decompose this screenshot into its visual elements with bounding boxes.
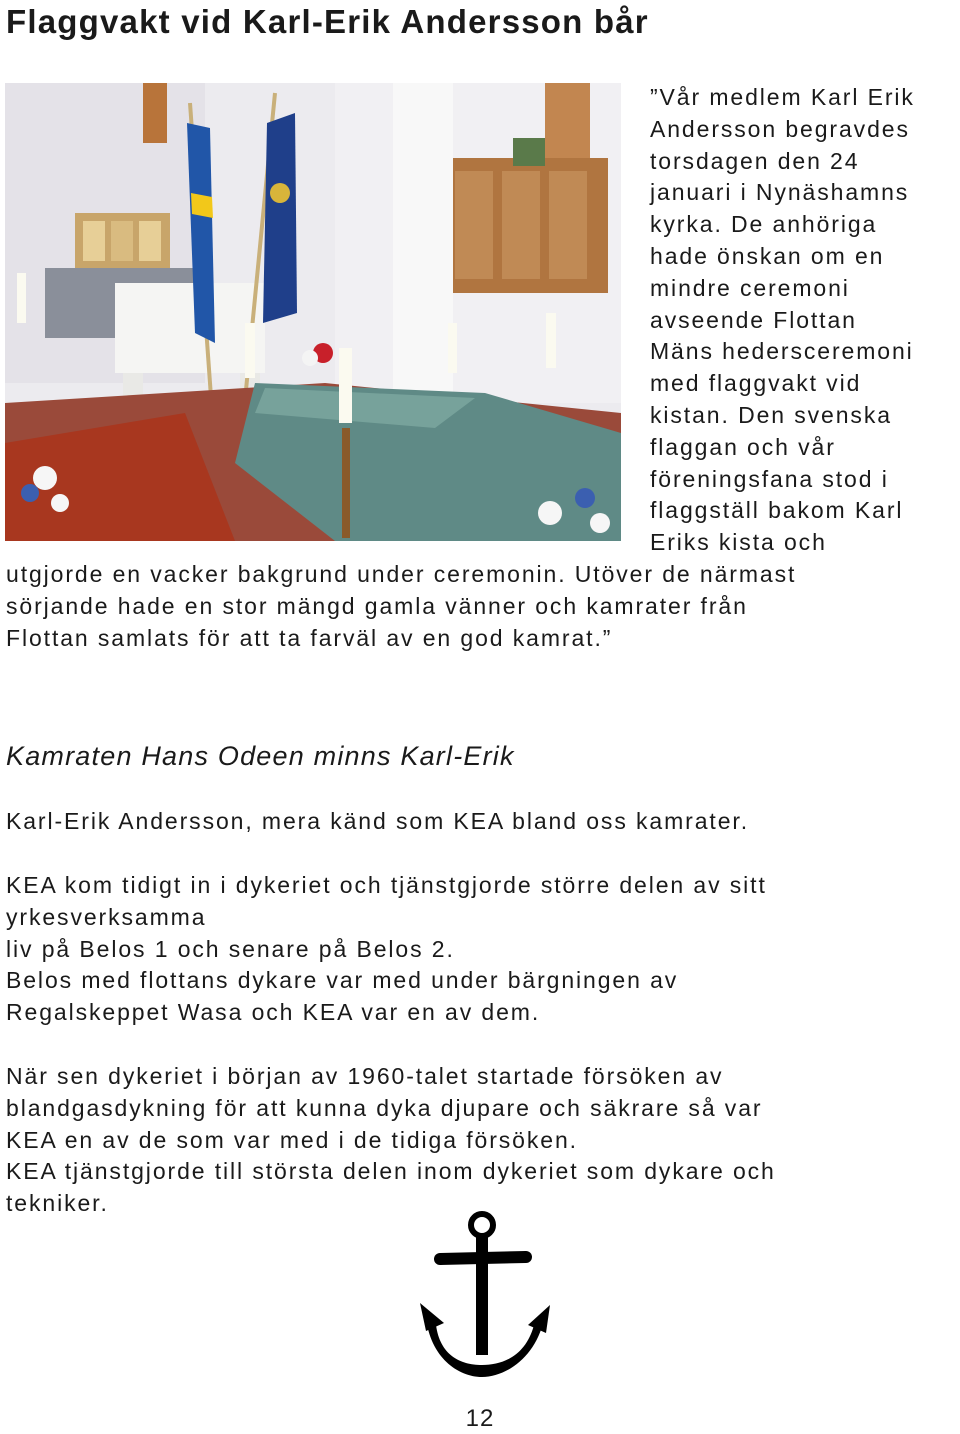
text-line: KEA kom tidigt in i dykeriet och tjänstgjorde större delen av sitt bbox=[6, 872, 767, 898]
paragraph bbox=[6, 1061, 776, 1220]
text-line: yrkesverksamma bbox=[6, 903, 207, 930]
text-line: Karl-Erik Andersson, mera känd som KEA bland oss kamrater. bbox=[6, 808, 749, 834]
section-heading: Kamraten Hans Odeen minns Karl-Erik bbox=[6, 741, 515, 771]
text-line: avseende Flottan bbox=[650, 306, 857, 333]
text-line: Mäns hedersceremoni bbox=[650, 338, 914, 365]
text-line: flaggställ bakom Karl bbox=[650, 497, 904, 524]
text-line: föreningsfana stod i bbox=[650, 465, 889, 492]
text-line: Regalskeppet Wasa och KEA var en av dem. bbox=[6, 999, 541, 1026]
text-line: torsdagen den 24 bbox=[650, 147, 860, 174]
text-line: Eriks kista och bbox=[650, 529, 827, 556]
text-line: blandgasdykning för att kunna dyka djupare och säkrare så var bbox=[6, 1094, 763, 1121]
text-line: januari i Nynäshamns bbox=[650, 179, 910, 206]
paragraph bbox=[6, 806, 749, 838]
text-line: med flaggvakt vid bbox=[650, 370, 862, 397]
text-line: kyrka. De anhöriga bbox=[650, 211, 878, 238]
text-line: Belos med flottans dykare var med under bärgningen av bbox=[6, 967, 679, 994]
text-line: sörjande hade en stor mängd gamla vänner och kamrater från bbox=[6, 592, 748, 619]
page-title: Flaggvakt vid Karl-Erik Andersson bår bbox=[6, 3, 649, 40]
text-line: liv på Belos 1 och senare på Belos 2. bbox=[6, 935, 455, 962]
text-line: flaggan och vår bbox=[650, 433, 836, 460]
text-line: KEA en av de som var med i de tidiga försöken. bbox=[6, 1126, 578, 1153]
text-line: mindre ceremoni bbox=[650, 274, 850, 301]
paragraph bbox=[6, 870, 767, 1029]
page-number: 12 bbox=[465, 1405, 495, 1432]
text-line: Flottan samlats för att ta farväl av en god kamrat.” bbox=[6, 624, 613, 651]
text-line: hade önskan om en bbox=[650, 242, 885, 269]
text-line: ”Vår medlem Karl Erik bbox=[650, 84, 915, 110]
text-line: Andersson begravdes bbox=[650, 115, 910, 142]
text-line: När sen dykeriet i början av 1960-talet startade försöken av bbox=[6, 1063, 724, 1089]
intro-text-continued bbox=[6, 559, 796, 654]
text-line: KEA tjänstgjorde till största delen inom dykeriet som dykare och bbox=[6, 1158, 776, 1185]
text-line: tekniker. bbox=[6, 1190, 109, 1217]
church-funeral-photo bbox=[5, 83, 621, 541]
text-line: utgjorde en vacker bakgrund under ceremonin. Utöver de närmast bbox=[6, 561, 797, 587]
anchor-icon bbox=[418, 1207, 558, 1383]
text-line: kistan. Den svenska bbox=[650, 401, 892, 428]
intro-text-beside-photo bbox=[650, 82, 915, 559]
